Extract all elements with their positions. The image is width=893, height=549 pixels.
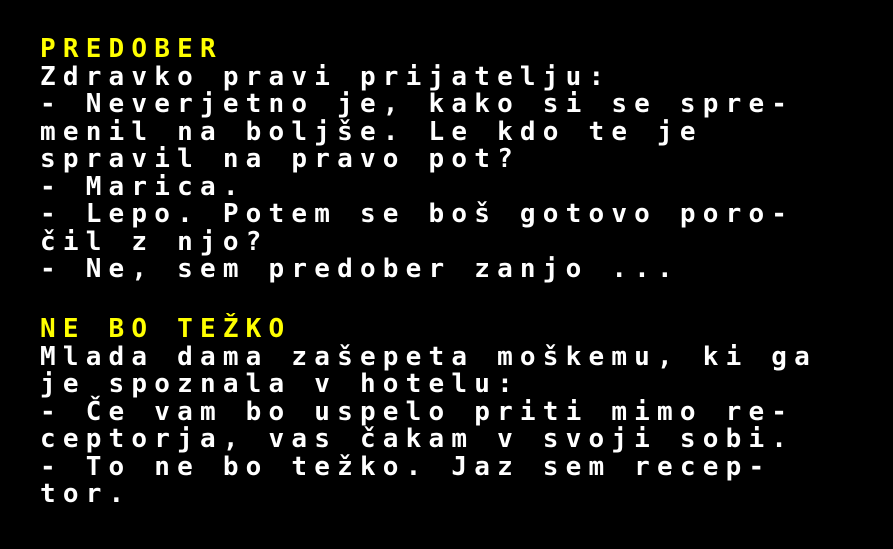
- joke-line: - Lepo. Potem se boš gotovo poro-: [40, 199, 795, 229]
- joke-ne-bo-tezko: [40, 316, 817, 509]
- joke-line: tor.: [40, 479, 132, 509]
- joke-line: Zdravko pravi prijatelju:: [40, 61, 612, 92]
- joke-title: NE BO TEŽKO: [40, 314, 292, 344]
- joke-line: čil z njo?: [40, 226, 269, 257]
- joke-line: je spoznala v hotelu:: [40, 369, 520, 399]
- joke-predober: [40, 36, 794, 284]
- joke-line: Mlada dama zašepeta moškemu, ki ga: [40, 341, 818, 372]
- joke-line: - Ne, sem predober zanjo ...: [40, 254, 680, 284]
- joke-line: - Neverjetno je, kako si se spre-: [40, 89, 795, 119]
- joke-line: spravil na pravo pot?: [40, 144, 520, 174]
- joke-line: - To ne bo težko. Jaz sem recep-: [40, 451, 772, 482]
- joke-title: PREDOBER: [40, 34, 223, 64]
- joke-line: - Če vam bo uspelo priti mimo re-: [40, 396, 795, 427]
- joke-line: ceptorja, vas čakam v svoji sobi.: [40, 424, 795, 454]
- joke-line: - Marica.: [40, 171, 246, 202]
- joke-line: menil na boljše. Le kdo te je: [40, 116, 703, 147]
